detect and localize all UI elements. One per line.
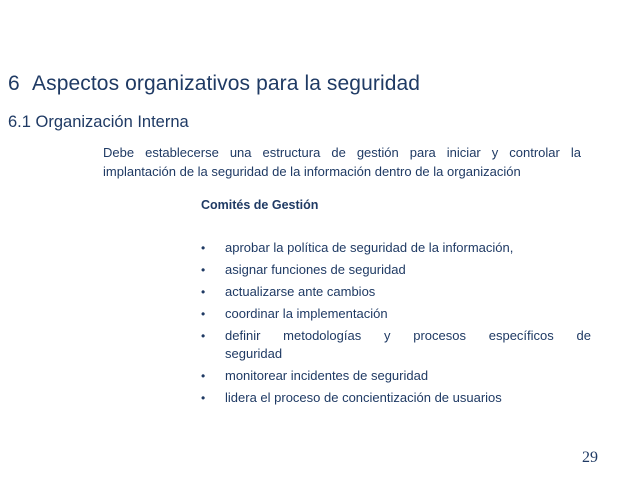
bullet-icon: • bbox=[201, 241, 206, 255]
intro-line-2: implantación de la seguridad de la información dentro de la organización bbox=[103, 164, 521, 179]
committees-list bbox=[201, 237, 591, 409]
bullet-icon: • bbox=[201, 391, 206, 405]
bullet-icon: • bbox=[201, 263, 206, 277]
bullet-icon: • bbox=[201, 329, 206, 343]
list-item-text: monitorear incidentes de seguridad bbox=[225, 368, 429, 383]
list-item bbox=[201, 259, 591, 281]
list-item-text: asignar funciones de seguridad bbox=[225, 262, 406, 277]
list-item bbox=[201, 365, 591, 387]
page-number: 29 bbox=[582, 449, 598, 466]
section-title: Aspectos organizativos para la seguridad bbox=[32, 72, 421, 95]
list-item-text: lidera el proceso de concientización de usuarios bbox=[225, 390, 502, 405]
list-item-text-line-2: seguridad bbox=[225, 346, 283, 361]
intro-paragraph bbox=[103, 143, 581, 181]
bullet-icon: • bbox=[201, 285, 206, 299]
list-item bbox=[201, 303, 591, 325]
section-number: 6 bbox=[8, 72, 20, 95]
committees-title: Comités de Gestión bbox=[201, 198, 319, 212]
intro-line-1: Debe establecerse una estructura de gestión para iniciar y controlar la bbox=[103, 145, 581, 160]
list-item bbox=[201, 281, 591, 303]
subsection-heading: 6.1 Organización Interna bbox=[8, 113, 189, 131]
list-item-text: aprobar la política de seguridad de la información, bbox=[225, 240, 514, 255]
list-item bbox=[201, 387, 591, 409]
list-item-text bbox=[225, 325, 591, 365]
list-item bbox=[201, 237, 591, 259]
list-item bbox=[201, 325, 591, 365]
list-item-text: coordinar la implementación bbox=[225, 306, 388, 321]
section-heading bbox=[8, 72, 420, 96]
list-item-text: actualizarse ante cambios bbox=[225, 284, 376, 299]
bullet-icon: • bbox=[201, 307, 206, 321]
list-item-text-line-1: definir metodologías y procesos específicos de bbox=[225, 328, 591, 343]
bullet-icon: • bbox=[201, 369, 206, 383]
